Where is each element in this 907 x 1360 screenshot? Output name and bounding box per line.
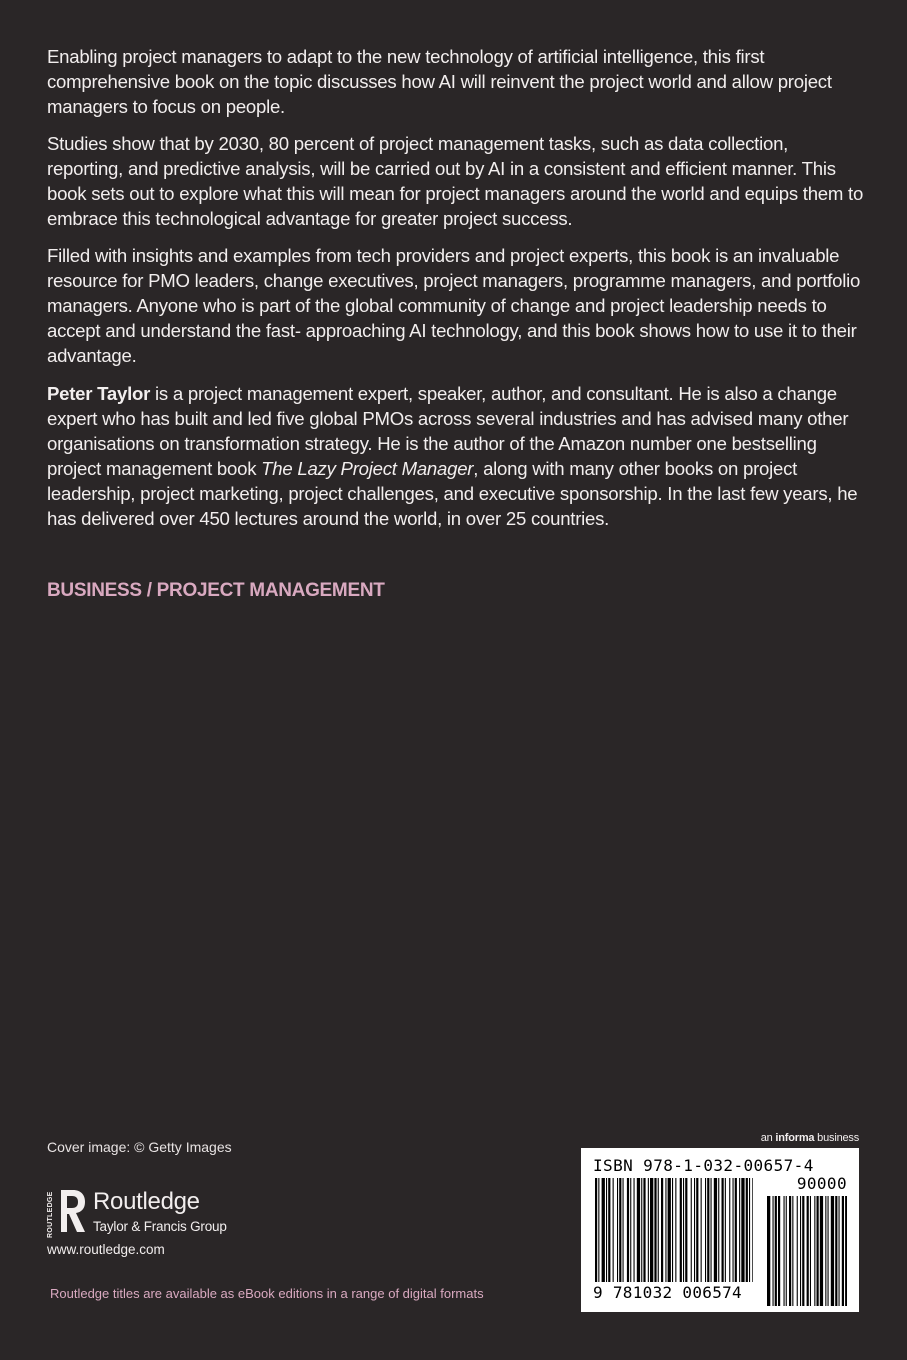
bio-text-2: , along with many other books on project leadership, project marketing, project challenges, and executive sponsorship. In the last few years, he has delivered over 450 lectures around the world, in over 25 countries.	[47, 458, 858, 529]
ean-digits: 9 781032 006574	[593, 1283, 742, 1302]
publisher-website[interactable]: www.routledge.com	[47, 1242, 165, 1257]
book-title: The Lazy Project Manager	[261, 458, 474, 479]
author-bio	[47, 381, 867, 531]
blurb-paragraph-1: Enabling project managers to adapt to the new technology of artificial intelligence, this first comprehensive book on the topic discusses how AI will reinvent the project world and allow project managers to focus on people.	[47, 46, 832, 117]
price-addon: 90000	[796, 1174, 847, 1193]
back-cover-blurb	[47, 44, 867, 543]
informa-suffix: business	[814, 1132, 859, 1144]
informa-brand: informa	[775, 1132, 815, 1144]
subject-category: BUSINESS / PROJECT MANAGEMENT	[47, 580, 385, 601]
informa-prefix: an	[760, 1132, 776, 1144]
cover-credit: Cover image: © Getty Images	[47, 1139, 232, 1155]
blurb-paragraph-3: Filled with insights and examples from tech providers and project experts, this book is an invaluable resource for PMO leaders, change executives, project managers, programme managers, and portfolio managers. Anyone who is part of the global community of change and project leadership needs to accept and understand the fast- approaching AI technology, and this book shows how to use it to their advantage.	[47, 245, 861, 366]
publisher-group: Taylor & Francis Group	[93, 1219, 227, 1234]
publisher-name: Routledge	[93, 1188, 200, 1215]
blurb-paragraph-2: Studies show that by 2030, 80 percent of project management tasks, such as data collection, reporting, and predictive analysis, will be carried out by AI in a consistent and efficient manner. This book sets out to explore what this will mean for project managers around the world and equips them to embrace this technological advantage for greater project success.	[47, 133, 864, 229]
ebook-note: Routledge titles are available as eBook editions in a range of digital formats	[50, 1286, 484, 1301]
bio-text-1: is a project management expert, speaker, author, and consultant. He is also a change expert who has built and led five global PMOs across several industries and has advised many other organisations on transformation strategy. He is the author of the Amazon number one bestselling project management book	[47, 383, 849, 479]
routledge-logo	[47, 1186, 247, 1242]
informa-business-tag	[761, 1132, 859, 1144]
isbn-barcode	[581, 1148, 859, 1312]
author-name: Peter Taylor	[47, 383, 151, 404]
svg-text:ROUTLEDGE: ROUTLEDGE	[47, 1191, 54, 1238]
isbn-number: ISBN 978-1-032-00657-4	[593, 1156, 814, 1175]
routledge-r-logo-icon	[47, 1186, 87, 1240]
